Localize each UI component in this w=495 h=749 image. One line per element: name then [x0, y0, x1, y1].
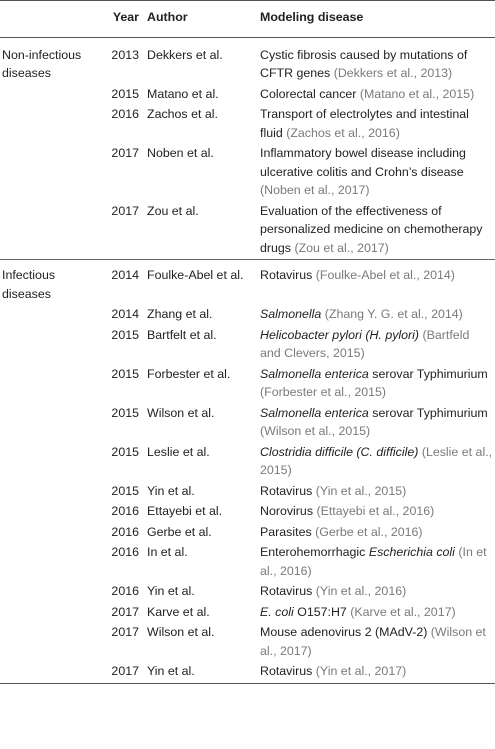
year-cell: 2017 [111, 146, 139, 160]
disease-cell [260, 37, 495, 85]
table-row [0, 404, 495, 443]
table-row [0, 85, 495, 106]
category-cell [0, 305, 103, 326]
disease-text: Enterohemorrhagic [260, 545, 369, 559]
citation-link: (Wilson et al., 2017) [260, 625, 486, 658]
table-header-row [0, 1, 495, 38]
table-row [0, 260, 495, 306]
author-cell: Gerbe et al. [147, 524, 212, 539]
table-row [0, 623, 495, 662]
author-cell: Ettayebi et al. [147, 504, 223, 518]
disease-text: Rotavirus [260, 664, 316, 678]
author-cell: Zachos et al. [147, 107, 218, 121]
disease-text: Parasites [260, 524, 316, 539]
disease-text: Rotavirus [260, 584, 316, 598]
author-cell: Wilson et al. [147, 405, 215, 420]
citation-link: (Leslie et al., 2015) [260, 444, 493, 477]
table-row [0, 543, 495, 582]
category-cell [0, 365, 103, 404]
disease-cell [260, 662, 495, 683]
author-cell: Noben et al. [147, 146, 214, 160]
disease-cell [260, 85, 495, 106]
organism-name: E. coli [260, 604, 294, 619]
author-cell: Yin et al. [147, 664, 195, 678]
category-cell [0, 623, 103, 662]
year-cell: 2016 [111, 504, 139, 518]
disease-text: Mouse adenovirus 2 (MAdV-2) [260, 625, 431, 639]
disease-text: Inflammatory bowel disease including ulcerative colitis and Crohn’s disease [260, 146, 466, 179]
disease-text: Rotavirus [260, 268, 316, 282]
author-cell: Yin et al. [147, 584, 195, 598]
header-year: Year [112, 10, 139, 24]
citation-link: (Foulke-Abel et al., 2014) [315, 268, 455, 282]
category-cell [0, 404, 103, 443]
disease-cell [260, 543, 495, 582]
disease-cell [260, 603, 495, 624]
author-cell: Leslie et al. [147, 444, 210, 459]
citation-link: (Matano et al., 2015) [359, 86, 475, 101]
organism-name: Salmonella [260, 307, 322, 321]
header-author: Author [147, 10, 188, 24]
disease-cell [260, 404, 495, 443]
year-cell: 2014 [111, 268, 139, 282]
category-cell [0, 662, 103, 683]
table-row [0, 202, 495, 260]
citation-link: (Bartfeld and Clevers, 2015) [260, 327, 470, 360]
disease-cell [260, 502, 495, 523]
category-cell [0, 482, 103, 503]
author-cell: Wilson et al. [147, 625, 215, 639]
citation-link: (Gerbe et al., 2016) [315, 524, 423, 539]
table-row [0, 365, 495, 404]
header-category [0, 1, 103, 38]
year-cell: 2015 [111, 86, 139, 101]
disease-text: Cystic fibrosis caused by mutations of CFTR genes [260, 47, 468, 80]
category-cell [0, 582, 103, 603]
organism-name: Helicobacter pylori (H. pylori) [260, 327, 420, 342]
author-cell: Karve et al. [147, 604, 210, 619]
category-cell: Non-infectious diseases [2, 47, 82, 80]
year-cell: 2015 [111, 327, 139, 342]
citation-link: (Wilson et al., 2015) [260, 424, 371, 438]
year-cell: 2013 [111, 47, 139, 62]
author-cell: Zou et al. [147, 203, 199, 218]
table-row [0, 326, 495, 365]
disease-cell [260, 105, 495, 144]
disease-cell [260, 305, 495, 326]
disease-text: O157:H7 [293, 604, 351, 619]
year-cell: 2015 [111, 444, 139, 459]
category-cell [0, 502, 103, 523]
year-cell: 2017 [111, 625, 139, 639]
category-cell [0, 326, 103, 365]
year-cell: 2017 [111, 604, 139, 619]
table-row [0, 662, 495, 683]
table-row [0, 523, 495, 544]
year-cell: 2015 [111, 366, 139, 381]
organism-name: Salmonella enterica [260, 366, 369, 381]
disease-text: serovar Typhimurium [368, 366, 488, 381]
category-cell: Infectious diseases [2, 268, 56, 301]
disease-cell [260, 623, 495, 662]
citation-link: (Ettayebi et al., 2016) [316, 504, 435, 518]
disease-text: Transport of electrolytes and intestinal fluid [260, 107, 469, 140]
disease-cell [260, 326, 495, 365]
category-cell [0, 202, 103, 260]
disease-cell [260, 365, 495, 404]
author-cell: Forbester et al. [147, 366, 231, 381]
author-cell: Zhang et al. [147, 307, 213, 321]
table-row [0, 305, 495, 326]
organism-name: Escherichia coli [368, 545, 455, 559]
category-cell [0, 603, 103, 624]
category-cell [0, 144, 103, 202]
citation-link: (Yin et al., 2015) [315, 483, 407, 498]
disease-cell [260, 582, 495, 603]
disease-cell [260, 523, 495, 544]
citation-link: (Karve et al., 2017) [350, 604, 456, 619]
disease-text: serovar Typhimurium [368, 405, 488, 420]
year-cell: 2017 [111, 203, 139, 218]
category-cell [0, 443, 103, 482]
organism-name: Clostridia difficile (C. difficile) [260, 444, 419, 459]
disease-cell [260, 202, 495, 260]
category-cell [0, 85, 103, 106]
table-row [0, 144, 495, 202]
table-row [0, 105, 495, 144]
table-row [0, 443, 495, 482]
category-cell [0, 543, 103, 582]
year-cell: 2014 [111, 307, 139, 321]
year-cell: 2015 [111, 483, 139, 498]
citation-link: (Dekkers et al., 2013) [333, 66, 453, 80]
header-disease: Modeling disease [260, 10, 364, 24]
disease-text: Evaluation of the effectiveness of personalized medicine on chemotherapy drugs [260, 203, 483, 255]
table-row [0, 482, 495, 503]
author-cell: Matano et al. [147, 86, 219, 101]
citation-link: (Yin et al., 2017) [315, 664, 407, 678]
table-row [0, 582, 495, 603]
year-cell: 2016 [111, 107, 139, 121]
category-cell [0, 523, 103, 544]
table-row [0, 502, 495, 523]
disease-cell [260, 482, 495, 503]
disease-cell [260, 260, 495, 306]
year-cell: 2016 [111, 524, 139, 539]
year-cell: 2017 [111, 664, 139, 678]
citation-link: (Forbester et al., 2015) [260, 385, 387, 399]
author-cell: Dekkers et al. [147, 47, 223, 62]
author-cell: Yin et al. [147, 483, 195, 498]
disease-text: Norovirus [260, 504, 317, 518]
citation-link: (Noben et al., 2017) [260, 183, 370, 197]
disease-cell [260, 144, 495, 202]
year-cell: 2015 [111, 405, 139, 420]
year-cell: 2016 [111, 584, 139, 598]
table-row [0, 603, 495, 624]
citation-link: (Zachos et al., 2016) [286, 125, 400, 140]
citation-link: (Yin et al., 2016) [315, 584, 407, 598]
disease-text: Rotavirus [260, 483, 316, 498]
citation-link: (In et al., 2016) [260, 545, 487, 578]
organism-name: Salmonella enterica [260, 405, 369, 420]
table-body [0, 37, 495, 683]
category-cell [0, 105, 103, 144]
disease-cell [260, 443, 495, 482]
table-row [0, 37, 495, 85]
author-cell: Foulke-Abel et al. [147, 268, 244, 282]
citation-link: (Zou et al., 2017) [294, 240, 389, 255]
citation-link: (Zhang Y. G. et al., 2014) [324, 307, 463, 321]
author-cell: In et al. [147, 545, 188, 559]
disease-text: Colorectal cancer [260, 86, 360, 101]
author-cell: Bartfelt et al. [147, 327, 217, 342]
year-cell: 2016 [111, 545, 139, 559]
